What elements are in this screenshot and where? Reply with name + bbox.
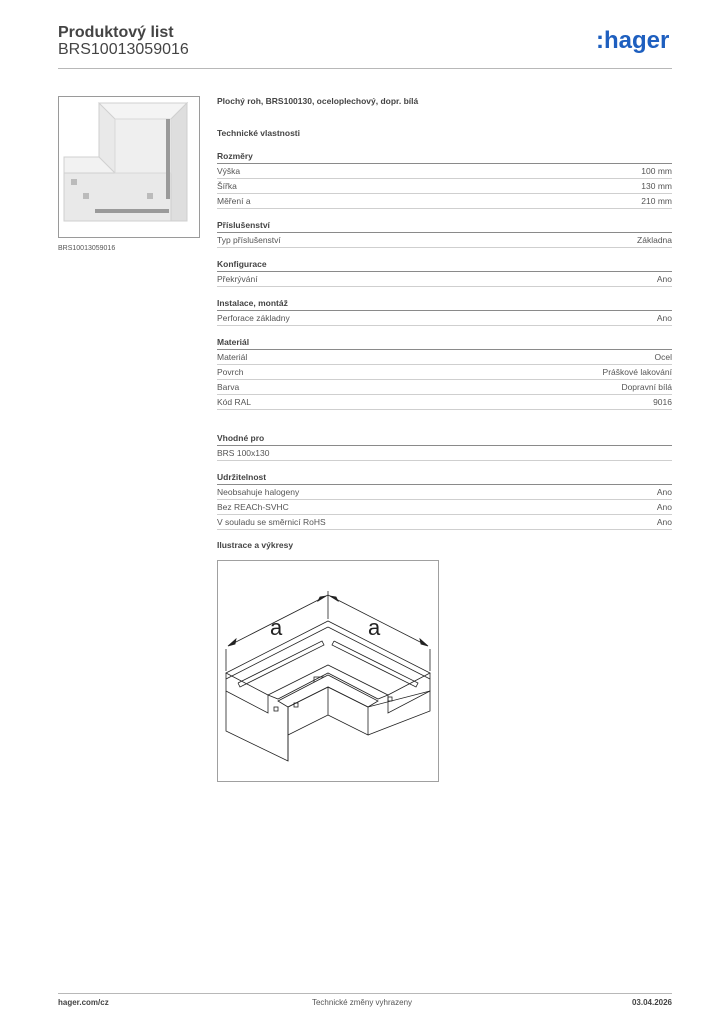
image-caption: BRS10013059016 [58, 245, 116, 252]
spec-row [217, 395, 672, 410]
spec-value: Dopravní bílá [621, 382, 672, 392]
footer-website-link[interactable]: hager.com/cz [58, 998, 109, 1007]
spec-row [217, 446, 672, 461]
corner-drawing-icon [218, 561, 438, 781]
spec-row [217, 311, 672, 326]
spec-value: Ano [656, 502, 672, 512]
group-material [217, 336, 672, 410]
spec-value: 210 mm [641, 196, 672, 206]
spec-row [217, 500, 672, 515]
spec-row [217, 380, 672, 395]
spec-value: Ano [656, 487, 672, 497]
group-sustainability [217, 471, 672, 530]
product-image [58, 96, 200, 238]
dimension-label-left: a [270, 615, 283, 640]
spec-key: Materiál [217, 352, 248, 362]
group-title: Materiál [217, 336, 672, 350]
group-title: Instalace, montáž [217, 297, 672, 311]
group-dimensions [217, 150, 672, 209]
spec-key: Měření a [217, 196, 251, 206]
spec-key: Šířka [217, 181, 237, 191]
header-divider [58, 68, 672, 69]
spec-value: 130 mm [641, 181, 672, 191]
footer-date: 03.04.2026 [631, 998, 672, 1007]
hager-logo [596, 26, 676, 56]
group-title: Příslušenství [217, 219, 672, 233]
page-title: Produktový list [58, 24, 174, 41]
tech-properties-heading: Technické vlastnosti [217, 128, 300, 138]
spec-key: Typ příslušenství [217, 235, 281, 245]
logo-text: :hager [596, 27, 670, 54]
spec-key: Výška [217, 166, 241, 176]
spec-row [217, 233, 672, 248]
spec-value: 9016 [653, 397, 672, 407]
spec-row [217, 350, 672, 365]
main-content [217, 96, 672, 782]
spec-row [217, 485, 672, 500]
illustration-heading: Ilustrace a výkresy [217, 540, 294, 550]
spec-row [217, 365, 672, 380]
spec-key: Neobsahuje halogeny [217, 487, 300, 497]
spec-value: Základna [637, 235, 672, 245]
group-title: Konfigurace [217, 258, 672, 272]
technical-drawing [217, 560, 439, 782]
spec-value: Ano [656, 313, 672, 323]
group-accessories [217, 219, 672, 248]
group-title: Rozměry [217, 150, 672, 164]
group-installation [217, 297, 672, 326]
spec-key: BRS 100x130 [217, 448, 270, 458]
spec-key: Povrch [217, 367, 244, 377]
group-title: Udržitelnost [217, 471, 672, 485]
spec-row [217, 515, 672, 530]
spec-row [217, 164, 672, 179]
spec-row [217, 179, 672, 194]
dimension-label-right: a [368, 615, 381, 640]
group-configuration [217, 258, 672, 287]
spec-value: 100 mm [641, 166, 672, 176]
footer-disclaimer: Technické změny vyhrazeny [311, 998, 413, 1007]
spec-key: Barva [217, 382, 240, 392]
flat-corner-product-icon [59, 97, 199, 237]
group-title: Vhodné pro [217, 432, 672, 446]
spec-key: Perforace základny [217, 313, 290, 323]
spec-value: Ano [656, 517, 672, 527]
spec-row [217, 194, 672, 209]
spec-row [217, 272, 672, 287]
spec-key: V souladu se směrnicí RoHS [217, 517, 326, 527]
spec-value: Ano [656, 274, 672, 284]
product-title: Plochý roh, BRS100130, oceloplechový, dopr. bílá [217, 96, 419, 106]
spec-value: Práškové lakování [602, 367, 672, 377]
group-suitable-for [217, 432, 672, 461]
product-code: BRS10013059016 [58, 41, 189, 58]
spec-key: Bez REACh-SVHC [217, 502, 289, 512]
spec-value: Ocel [654, 352, 672, 362]
spec-key: Kód RAL [217, 397, 252, 407]
footer-divider [58, 993, 672, 994]
spec-key: Překrývání [217, 274, 258, 284]
